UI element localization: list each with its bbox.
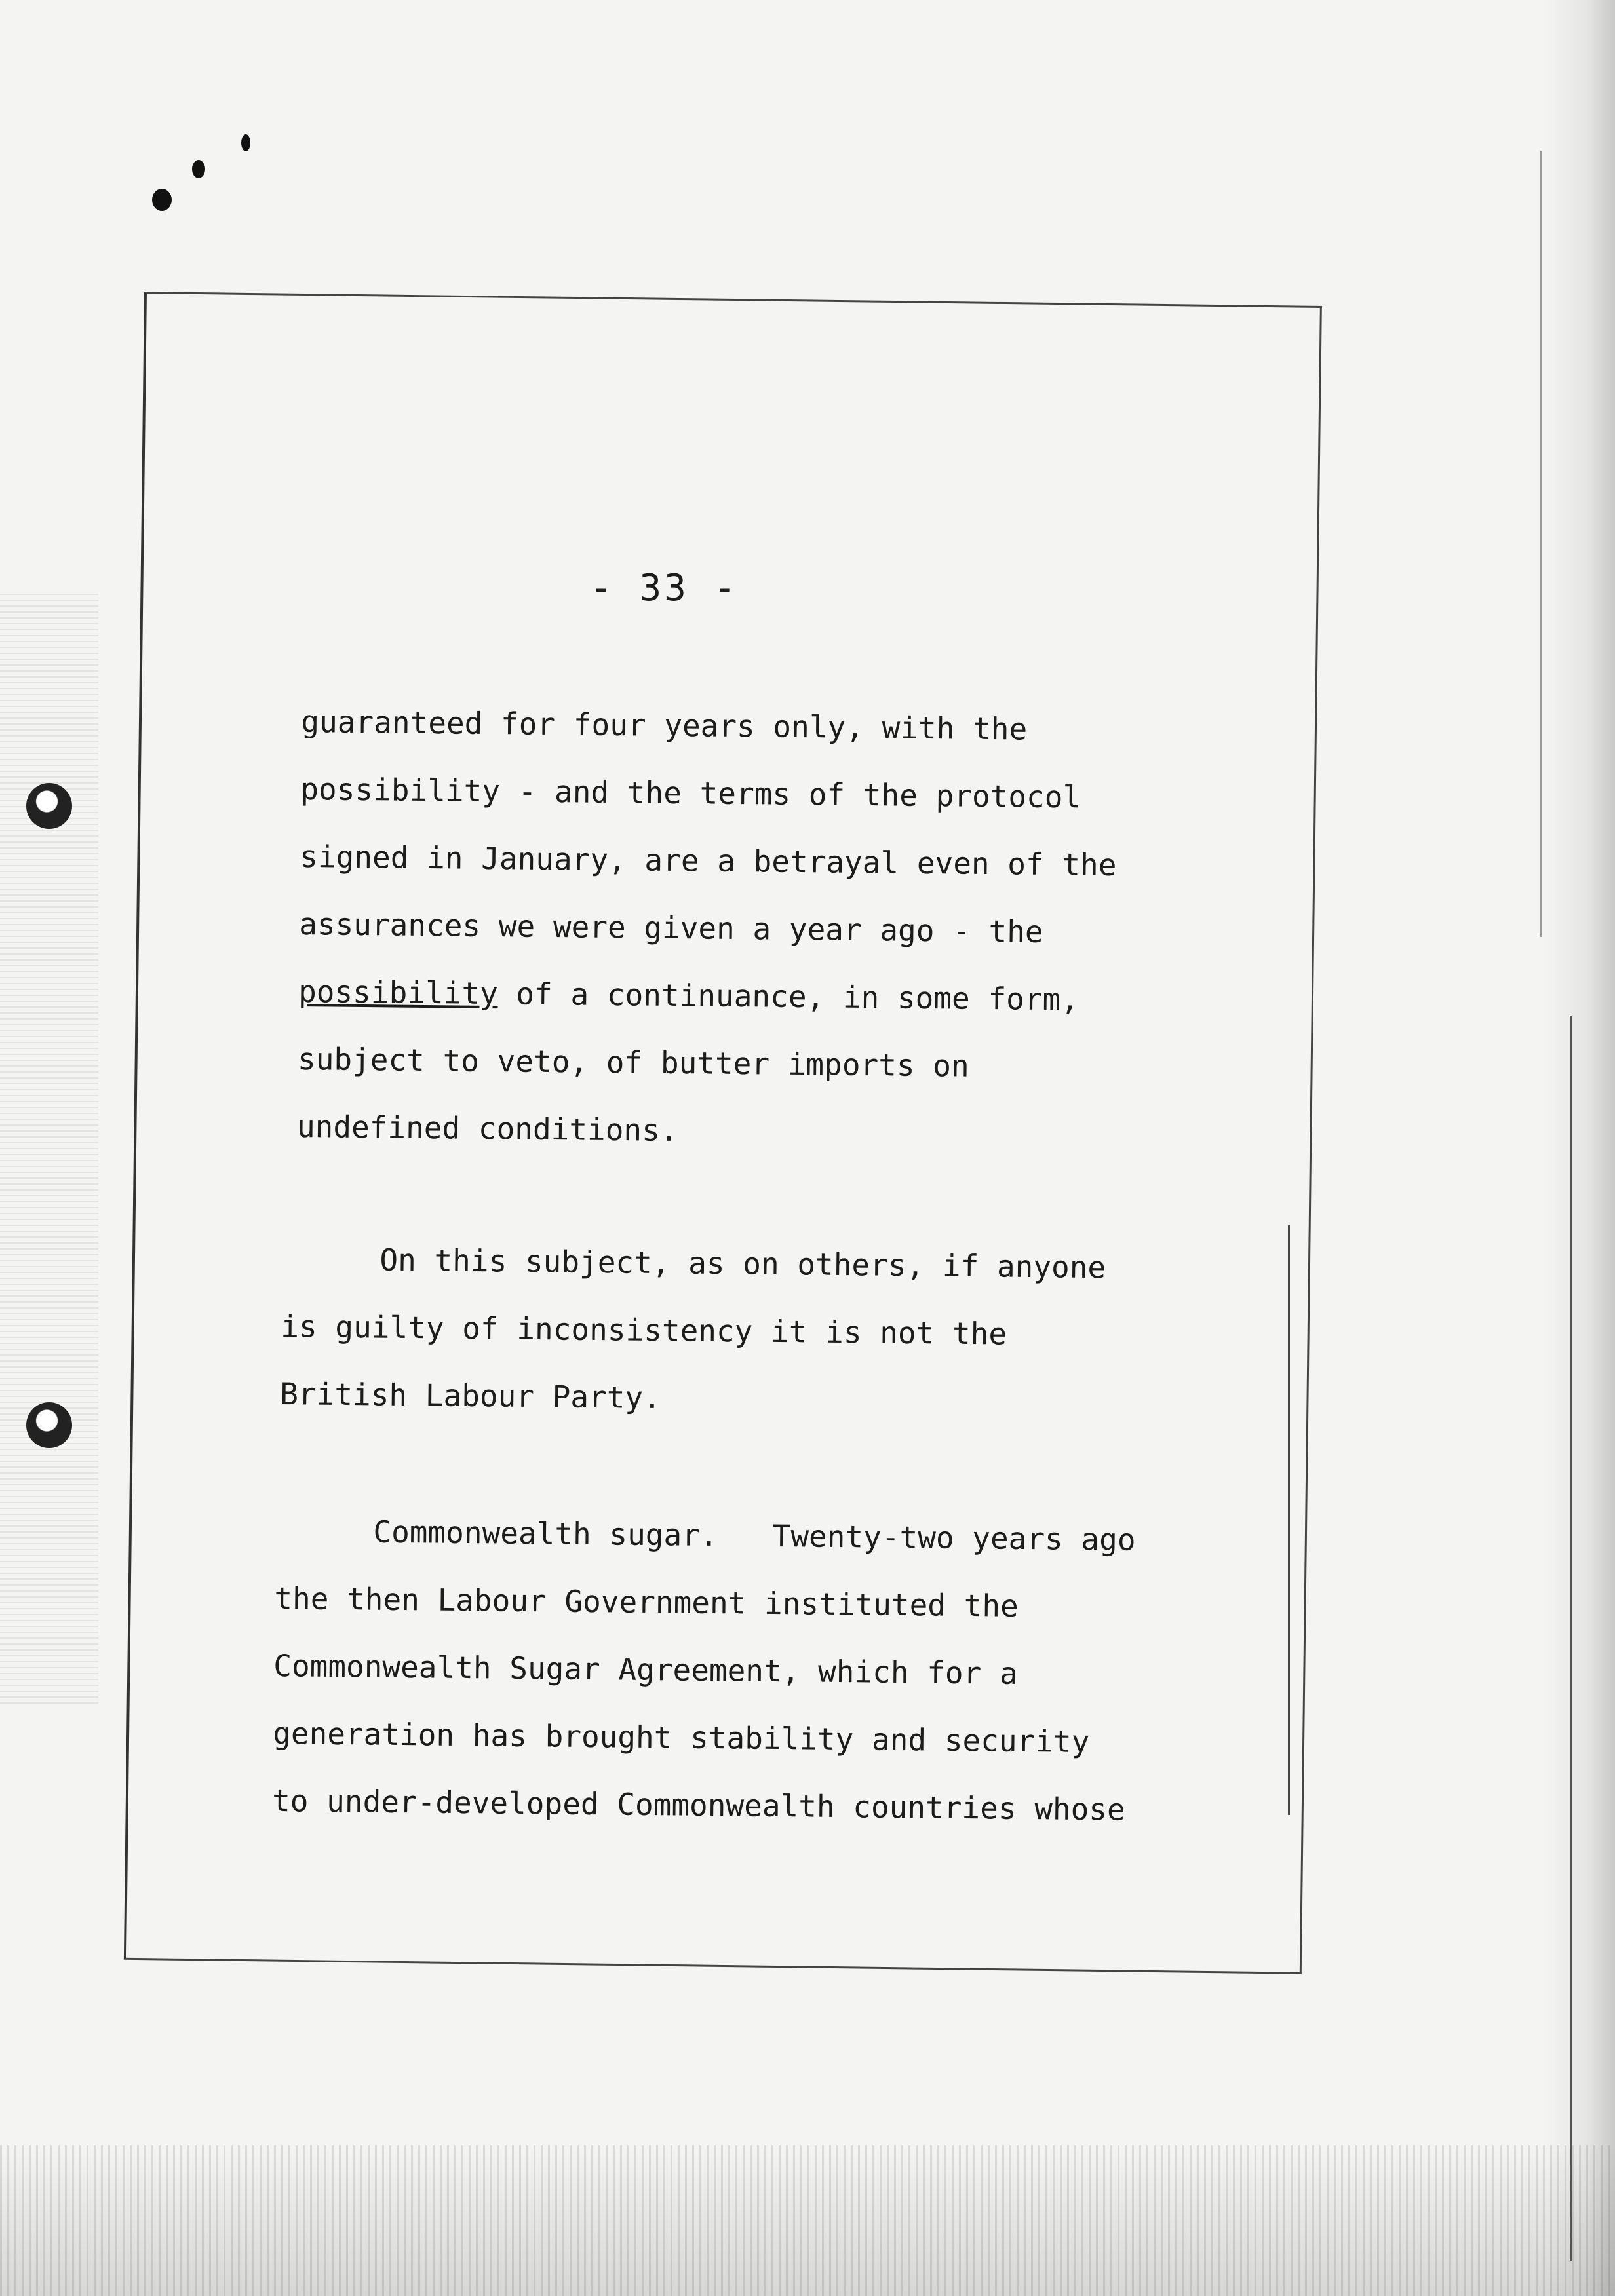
ink-spot [241,134,250,151]
paragraph-3 [272,1497,1136,1844]
text-line: signed in January, are a betrayal even of the [300,838,1117,883]
ink-spot [192,160,205,178]
text-line: British Labour Party. [280,1375,662,1416]
ink-spot [152,189,172,211]
scan-edge-left [0,590,98,1704]
text-line: Commonwealth Sugar Agreement, which for a [273,1647,1018,1691]
text-line: possibility - and the terms of the protocol [300,771,1081,815]
scan-edge-line [1570,1016,1572,2261]
text-line: the then Labour Government instituted the [274,1580,1019,1624]
punch-hole [26,1402,72,1448]
text-line: undefined conditions. [296,1108,678,1149]
text-line: is guilty of inconsistency it is not the [281,1308,1007,1352]
punch-hole [26,783,72,829]
text-line [275,1497,1136,1574]
paragraph-1 [296,688,1118,1169]
text-segment: On this subject, as on others, if anyone [379,1242,1106,1286]
text-line: to under-developed Commonwealth countries whose [271,1782,1126,1827]
text-segment: Commonwealth sugar. Twenty-two years ago [373,1514,1136,1558]
text-segment: of a continuance, in some form, [497,976,1080,1018]
text-line [281,1225,1106,1301]
text-line: subject to veto, of butter imports on [297,1041,970,1084]
underlined-word: possibility [298,973,499,1012]
text-line: assurances we were given a year ago - the [298,906,1043,949]
scan-edge-right [1543,0,1615,2296]
scan-edge-bottom [0,2145,1615,2296]
scan-edge-line [1540,151,1542,937]
page-number: - 33 - [590,567,739,609]
text-line: generation has brought stability and security [272,1715,1090,1760]
text-line: guaranteed for four years only, with the [301,703,1028,747]
text-line [298,958,1116,1034]
paragraph-2 [280,1225,1106,1436]
